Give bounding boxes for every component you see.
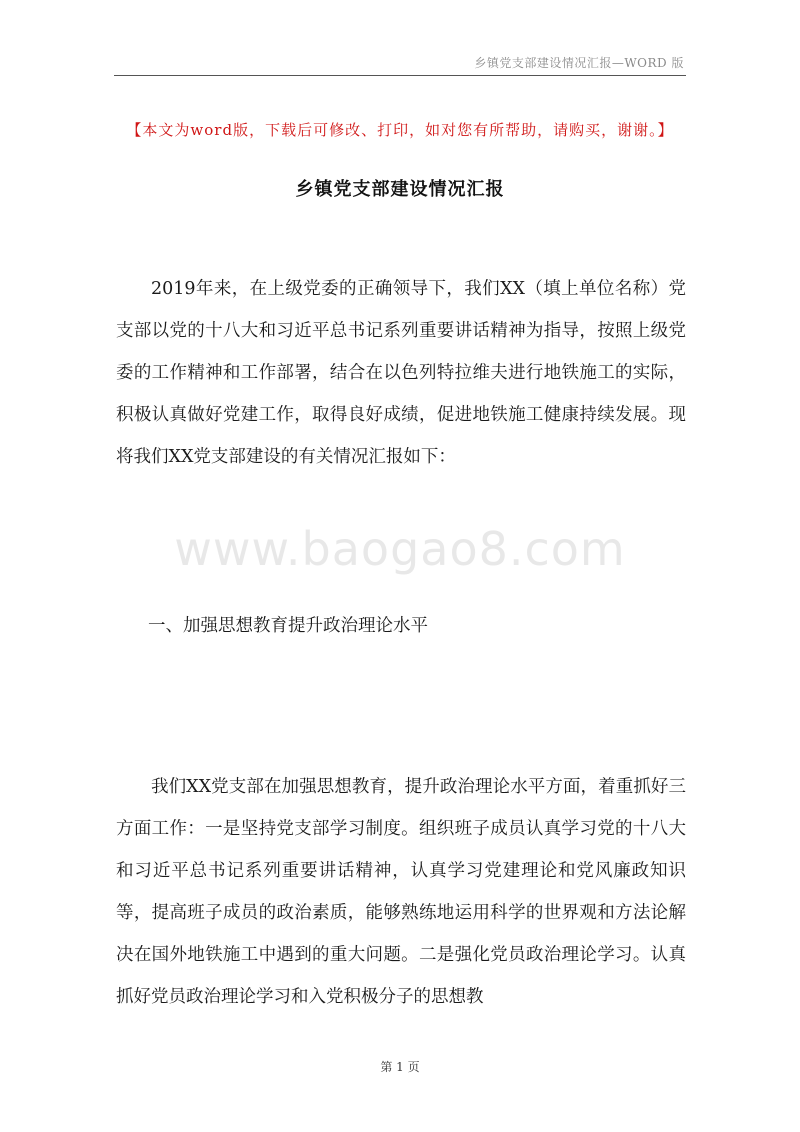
- running-header: 乡镇党支部建设情况汇报—WORD 版: [474, 56, 684, 70]
- section-heading-1: 一、加强思想教育提升政治理论水平: [148, 616, 428, 636]
- watermark: www.baogao8.com: [174, 522, 626, 576]
- header-rule: [114, 75, 686, 76]
- document-title: 乡镇党支部建设情况汇报: [295, 179, 505, 200]
- purchase-notice: 【本文为word版，下载后可修改、打印，如对您有所帮助，请购买，谢谢。】: [126, 121, 674, 139]
- page-number: 第 1 页: [380, 1060, 420, 1074]
- paragraph-section-1: 我们XX党支部在加强思想教育，提升政治理论水平方面，着重抓好三方面工作：一是坚持党支部学习制度。组织班子成员认真学习党的十八大和习近平总书记系列重要讲话精神，认真学习党建理论和党风廉政知识等，提高班子成员的政治素质，能够熟练地运用科学的世界观和方法论解决在国外地铁施工中遇到的重大问题。二是强化党员政治理论学习。认真抓好党员政治理论学习和入党积极分子的思想教: [116, 777, 686, 1007]
- paragraph-intro: 2019年来，在上级党委的正确领导下，我们XX（填上单位名称）党支部以党的十八大和习近平总书记系列重要讲话精神为指导，按照上级党委的工作精神和工作部署，结合在以色列特拉维夫进行地铁施工的实际，积极认真做好党建工作，取得良好成绩，促进地铁施工健康持续发展。现将我们XX党支部建设的有关情况汇报如下：: [116, 279, 686, 467]
